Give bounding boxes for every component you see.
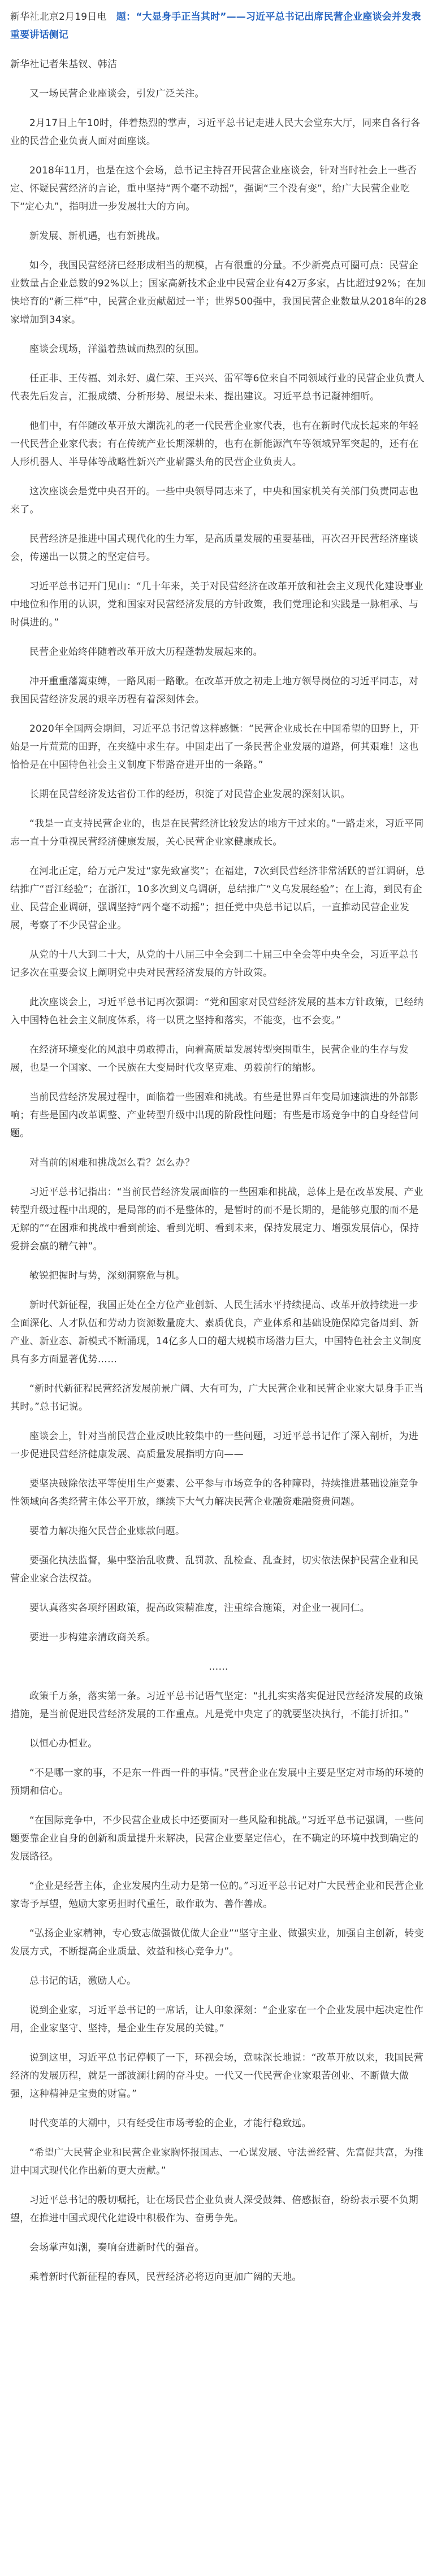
paragraph: 要进一步构建亲清政商关系。 [29, 1632, 156, 1643]
byline: 新华社记者朱基钗、韩洁 [10, 59, 118, 70]
paragraph: 新发展、新机遇，也有新挑战。 [29, 231, 166, 242]
paragraph: “我是一直支持民营企业的，也是在民营经济比较发达的地方干过来的。”一路走来，习近平同志一直十分重视民营经济健康发展，关心民营企业家健康成长。 [10, 818, 424, 848]
paragraph: 2020年全国两会期间，习近平总书记曾这样感慨：“民营企业成长在中国希望的田野上，开始是一片荒荒的田野，在夹缝中求生存。中国走出了一条民营企业发展的道路，何其艰难！这也恰恰是在中国特色社会主义制度下带路奋进开出的一条路。” [10, 723, 419, 771]
paragraph: 从党的十八大到二十大，从党的十八届三中全会到二十届三中全会等中央全会，习近平总书记多次在重要会议上阐明党中央对民营经济发展的方针政策。 [10, 949, 418, 979]
paragraph: 习近平总书记的殷切嘱托，让在场民营企业负责人深受鼓舞、倍感振奋，纷纷表示要不负期望，在推进中国式现代化建设中积极作为、奋勇争先。 [10, 2195, 418, 2224]
paragraph: 当前民营经济发展过程中，面临着一些困难和挑战。有些是世界百年变局加速演进的外部影响；有些是国内改革调整、产业转型升级中出现的阶段性问题；有些是市场竞争中的自身经营问题。 [10, 1092, 419, 1139]
paragraph: “不是哪一家的事，不是东一件西一件的事情。”民营企业在发展中主要是坚定对市场的环境的预期和信心。 [10, 1767, 424, 1797]
paragraph: 政策千万条，落实第一条。习近平总书记语气坚定：“扎扎实实落实促进民营经济发展的政策措施，是当前促进民营经济发展的工作重点。凡是党中央定了的就要坚决执行，不能打折扣。” [10, 1691, 424, 1720]
paragraph: 会场掌声如潮，奏响奋进新时代的强音。 [29, 2242, 205, 2253]
ellipsis-separator: …… [209, 1661, 228, 1673]
paragraph: 对当前的困难和挑战怎么看？怎么办？ [29, 1157, 195, 1168]
article-lead [10, 8, 427, 44]
paragraph: 座谈会现场，洋溢着热诚而热烈的氛围。 [29, 344, 205, 355]
paragraph: 座谈会上，针对当前民营企业反映比较集中的一些问题，习近平总书记作了深入剖析，为进一步促进民营经济健康发展、高质量发展指明方向—— [10, 1431, 418, 1460]
paragraph: 以恒心办恒业。 [29, 1738, 98, 1749]
paragraph: 总书记的话，激励人心。 [29, 1975, 137, 1987]
paragraph: 民营企业始终伴随着改革开放大历程蓬勃发展起来的。 [29, 646, 263, 658]
paragraph: 民营经济是推进中国式现代化的生力军，是高质量发展的重要基础，再次召开民营经济座谈会，传递出一以贯之的坚定信号。 [10, 533, 418, 563]
paragraph: “在国际竞争中，不少民营企业成长中还要面对一些风险和挑战。”习近平总书记强调，一些问题要靠企业自身的创新和质量提升来解决，民营企业要坚定信心，在不确定的环境中找到确定的发展路径。 [10, 1815, 424, 1862]
paragraph: 乘着新时代新征程的春风，民营经济必将迈向更加广阔的天地。 [29, 2271, 302, 2283]
paragraph: 习近平总书记指出：“当前民营经济发展面临的一些困难和挑战，总体上是在改革发展、产业转型升级过程中出现的，是局部的而不是整体的，是暂时的而不是长期的，是能够克服的而不是无解的”“在困难和挑战中看到前途、看到光明、看到未来，保持发展定力、增强发展信心，保持爱拼会赢的精气神”。 [10, 1187, 424, 1252]
paragraph: 要强化执法监督，集中整治乱收费、乱罚款、乱检查、乱查封，切实依法保护民营企业和民营企业家合法权益。 [10, 1555, 418, 1584]
paragraph: 要认真落实各项纾困政策，提高政策精准度，注重综合施策，对企业一视同仁。 [29, 1602, 370, 1614]
paragraph: “企业是经营主体，企业发展内生动力是第一位的。”习近平总书记对广大民营企业和民营企业家寄予厚望，勉励大家勇担时代重任，敢作敢为、善作善成。 [10, 1880, 424, 1910]
article-headline: 题：“大显身手正当其时”——习近平总书记出席民营企业座谈会并发表重要讲话侧记 [10, 11, 421, 41]
paragraph: 新时代新征程，我国正处在全方位产业创新、人民生活水平持续提高、改革开放持续进一步全面深化、人才队伍和劳动力资源数量庞大、素质优良，产业体系和基础设施保障完备周到、新产业、新业态、新模式不断涌现，14亿多人口的超大规模市场潜力巨大，中国特色社会主义制度具有多方面显著优势…… [10, 1300, 422, 1365]
paragraph: 又一场民营企业座谈会，引发广泛关注。 [29, 88, 205, 99]
paragraph: 这次座谈会是党中央召开的。一些中央领导同志来了，中央和国家机关有关部门负责同志也来了。 [10, 486, 418, 515]
dateline: 新华社北京2月19日电 [10, 11, 107, 23]
paragraph: 时代变革的大潮中，只有经受住市场考验的企业，才能行稳致远。 [29, 2118, 311, 2129]
paragraph: 在经济环境变化的风浪中勇敢搏击，向着高质量发展转型突围重生，民营企业的生存与发展，也是一个国家、一个民族在大变局时代攻坚克难、勇毅前行的缩影。 [10, 1044, 409, 1074]
paragraph: 如今，我国民营经济已经形成相当的规模，占有很重的分量。不少新亮点可圈可点：民营企业数量占企业总数的92%以上；国家高新技术企业中民营企业有42万多家，占比超过92%；在加快培育的“新三样”中，民营企业贡献超过一半；世界500强中，我国民营企业数量从2018年的28家增加到34家。 [10, 260, 427, 325]
paragraph: 习近平总书记开门见山：“几十年来，关于对民营经济在改革开放和社会主义现代化建设事业中地位和作用的认识，党和国家对民营经济发展的方针政策，我们党理论和实践是一脉相承、与时俱进的。” [10, 581, 424, 628]
paragraph: “新时代新征程民营经济发展前景广阔、大有可为，广大民营企业和民营企业家大显身手正当其时。”总书记说。 [10, 1383, 424, 1413]
paragraph: “弘扬企业家精神，专心致志做强做优做大企业”“坚守主业、做强实业，加强自主创新，转变发展方式，不断提高企业质量、效益和核心竞争力”。 [10, 1928, 424, 1957]
paragraph: 冲开重重藩篱束缚，一路风雨一路歌。在改革开放之初走上地方领导岗位的习近平同志，对我国民营经济发展的艰辛历程有着深刻体会。 [10, 676, 418, 705]
paragraph: “希望广大民营企业和民营企业家胸怀报国志、一心谋发展、守法善经营、先富促共富，为推进中国式现代化作出新的更大贡献。” [10, 2147, 424, 2177]
paragraph: 2018年11月，也是在这个会场，总书记主持召开民营企业座谈会，针对当时社会上一些否定、怀疑民营经济的言论，重申坚持“两个毫不动摇”，强调“三个没有变”，给广大民营企业吃下“定心丸”，指明进一步发展壮大的方向。 [10, 165, 417, 212]
paragraph: 此次座谈会上，习近平总书记再次强调：“党和国家对民营经济发展的基本方针政策，已经纳入中国特色社会主义制度体系，将一以贯之坚持和落实，不能变，也不会变。” [10, 997, 424, 1026]
paragraph: 敏锐把握时与势，深刻洞察危与机。 [29, 1270, 185, 1282]
paragraph: 长期在民营经济发达省份工作的经历，积淀了对民营企业发展的深刻认识。 [29, 789, 351, 800]
paragraph: 要着力解决拖欠民营企业账款问题。 [29, 1526, 185, 1537]
paragraph: 要坚决破除依法平等使用生产要素、公平参与市场竞争的各种障碍，持续推进基础设施竞争性领域向各类经营主体公平开放，继续下大气力解决民营企业融资难融资贵问题。 [10, 1478, 418, 1508]
paragraph: 说到企业家，习近平总书记的一席话，让人印象深刻：“企业家在一个企业发展中起决定性作用，企业家坚守、坚持，是企业生存发展的关键。” [10, 2005, 424, 2034]
paragraph: 2月17日上午10时，伴着热烈的掌声，习近平总书记走进人民大会堂东大厅，同来自各行各业的民营企业负责人面对面座谈。 [10, 118, 421, 147]
paragraph: 他们中，有伴随改革开放大潮洗礼的老一代民营企业家代表，也有在新时代成长起来的年轻一代民营企业家代表；有在传统产业长期深耕的，也有在新能源汽车等领域异军突起的，还有在人形机器人、半导体等战略性新兴产业崭露头角的民营企业负责人。 [10, 420, 419, 468]
paragraph: 任正非、王传福、刘永好、虞仁荣、王兴兴、雷军等6位来自不同领域行业的民营企业负责人代表先后发言，汇报成绩、分析形势、展望未来、提出建议。习近平总书记凝神细听。 [10, 373, 425, 402]
paragraph: 在河北正定，给万元户发过“家先致富奖”；在福建，7次到民营经济非常活跃的晋江调研，总结推广“晋江经验”；在浙江，10多次到义乌调研，总结推广“义乌发展经验”；在上海，到民有企业、民营企业调研，强调坚持“两个毫不动摇”；担任党中央总书记以后，一直推动民营企业发展，考察了不少民营企业。 [10, 866, 425, 931]
paragraph: 说到这里，习近平总书记停顿了一下，环视会场，意味深长地说：“改革开放以来，我国民营经济的发展历程，就是一部波澜壮阔的奋斗史。一代又一代民营企业家艰苦创业、不断做大做强，这种精神是宝贵的财富。” [10, 2052, 424, 2100]
